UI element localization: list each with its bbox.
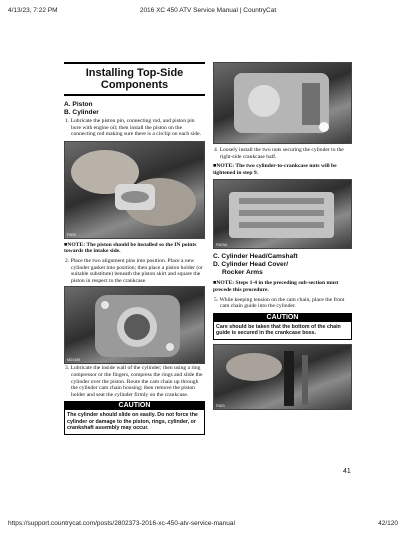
caution-text: The cylinder should slide on easily. Do not force the cylinder or damage to the piston, rings, cylinder, or crankshaft assembly may occur.: [64, 410, 205, 435]
photo-chain-guide: [214, 345, 352, 409]
part-label-a: A. Piston: [64, 101, 93, 108]
part-label-d-cont: Rocker Arms: [222, 269, 263, 277]
step-3: 3. Lubricate the inside wall of the cylinder; then using a ring compressor or the fingers, compress the rings and slide the cylinder over the piston. Route the cam chain up through the cylinder cam chain housing; then remove the piston holder and seat the cylinder firmly on the crankcase.: [65, 365, 203, 398]
manual-page-number: 41: [343, 468, 351, 475]
cylinder-seated-photo: [213, 179, 352, 249]
step-2: 2. Place the two alignment pins into position. Place a new cylinder gasket into position; then place a piston holder (or suitable substitute) beneath the piston skirt and square the piston in respect to the crankcase.: [65, 257, 203, 284]
print-page-count: 42/120: [378, 520, 398, 527]
print-datetime: 4/13/23, 7:22 PM: [8, 7, 58, 14]
step-1: 1. Lubricate the piston pin, connecting rod, and piston pin bore with engine oil; then install the piston on the connecting rod making sure there is a circlip on each side.: [65, 118, 202, 138]
photo-figure-code: MD1369: [67, 358, 81, 363]
step-5: 5. While keeping tension on the cam chain, place the front cam chain guide into the cylinder.: [214, 296, 345, 310]
photo-hands-piston: [65, 142, 205, 238]
section-heading: Installing Top-Side Components: [64, 62, 205, 96]
part-label-d: D. Cylinder Head Cover/: [213, 261, 289, 269]
part-label-c: C. Cylinder Head/Camshaft: [213, 253, 298, 261]
photo-figure-code: FI629: [67, 232, 76, 237]
piston-install-photo: [64, 141, 205, 239]
right-column: [213, 62, 352, 410]
photo-figure-code: FI621: [216, 403, 225, 408]
cylinder-gasket-photo: [64, 286, 205, 364]
photo-figure-code: FI629A: [216, 243, 228, 248]
note-piston-direction: ■NOTE: The piston should be installed so the IN points towards the intake side.: [64, 241, 197, 255]
note-preceding-steps: ■NOTE: Steps 1-4 in the preceding sub-section must precede this procedure.: [213, 280, 339, 293]
photo-cylinder-block: [214, 180, 352, 248]
part-label-b: B. Cylinder: [64, 109, 99, 116]
photo-engine-top: [214, 63, 352, 143]
cylinder-nuts-photo: [213, 62, 352, 144]
print-url: https://support.countrycat.com/posts/2802373-2016-xc-450-atv-service-manual: [8, 520, 235, 527]
left-column: [64, 62, 205, 435]
photo-gasket: [65, 287, 205, 363]
caution-text: Care should be taken that the bottom of the chain guide is secured in the crankcase boss.: [213, 322, 352, 340]
chain-guide-photo: [213, 344, 352, 410]
print-page-title: 2016 XC 450 ATV Service Manual | CountryCat: [139, 7, 277, 14]
step-4: 4. Loosely install the two nuts securing the cylinder to the right-side crankcase half.: [214, 147, 344, 160]
caution-heading: CAUTION: [213, 313, 352, 322]
note-nut-torque: ■NOTE: The two cylinder-to-crankcase nuts will be tightened in step 9.: [213, 163, 337, 176]
caution-heading: CAUTION: [64, 401, 205, 410]
